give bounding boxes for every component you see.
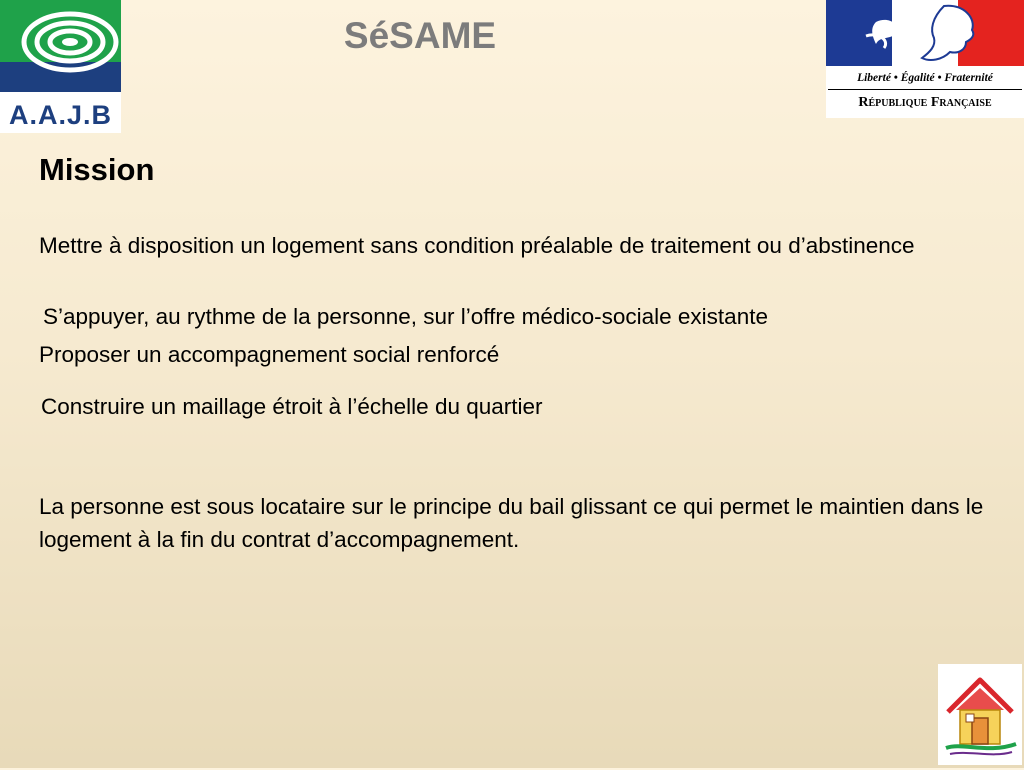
bullet-line: Construire un maillage étroit à l’échelle du quartier bbox=[41, 394, 543, 419]
page-title: SéSAME bbox=[343, 15, 497, 56]
rf-name: République Française bbox=[858, 95, 992, 110]
body-paragraph: La personne est sous locataire sur le principe du bail glissant ce qui permet le maintien dans le logement à la fin du contrat d’accompagnement. bbox=[39, 494, 984, 552]
bullet-line: S’appuyer, au rythme de la personne, sur l’offre médico-sociale existante bbox=[43, 304, 768, 329]
house-logo bbox=[938, 664, 1022, 765]
aajb-logo bbox=[0, 0, 121, 133]
section-heading: Mission bbox=[39, 152, 155, 187]
house-logo-icon bbox=[938, 664, 1022, 765]
aajb-logo-text: A.A.J.B bbox=[8, 100, 113, 130]
republique-francaise-logo bbox=[826, 0, 1024, 118]
spiral-logo-icon bbox=[0, 0, 121, 92]
rf-motto: Liberté • Égalité • Fraternité bbox=[857, 72, 993, 84]
rf-divider bbox=[828, 89, 1022, 90]
bullet-line: Mettre à disposition un logement sans condition préalable de traitement ou d’abstinence bbox=[39, 233, 915, 258]
marianne-logo-icon bbox=[826, 0, 1024, 66]
bullet-line: Proposer un accompagnement social renforcé bbox=[39, 342, 500, 367]
